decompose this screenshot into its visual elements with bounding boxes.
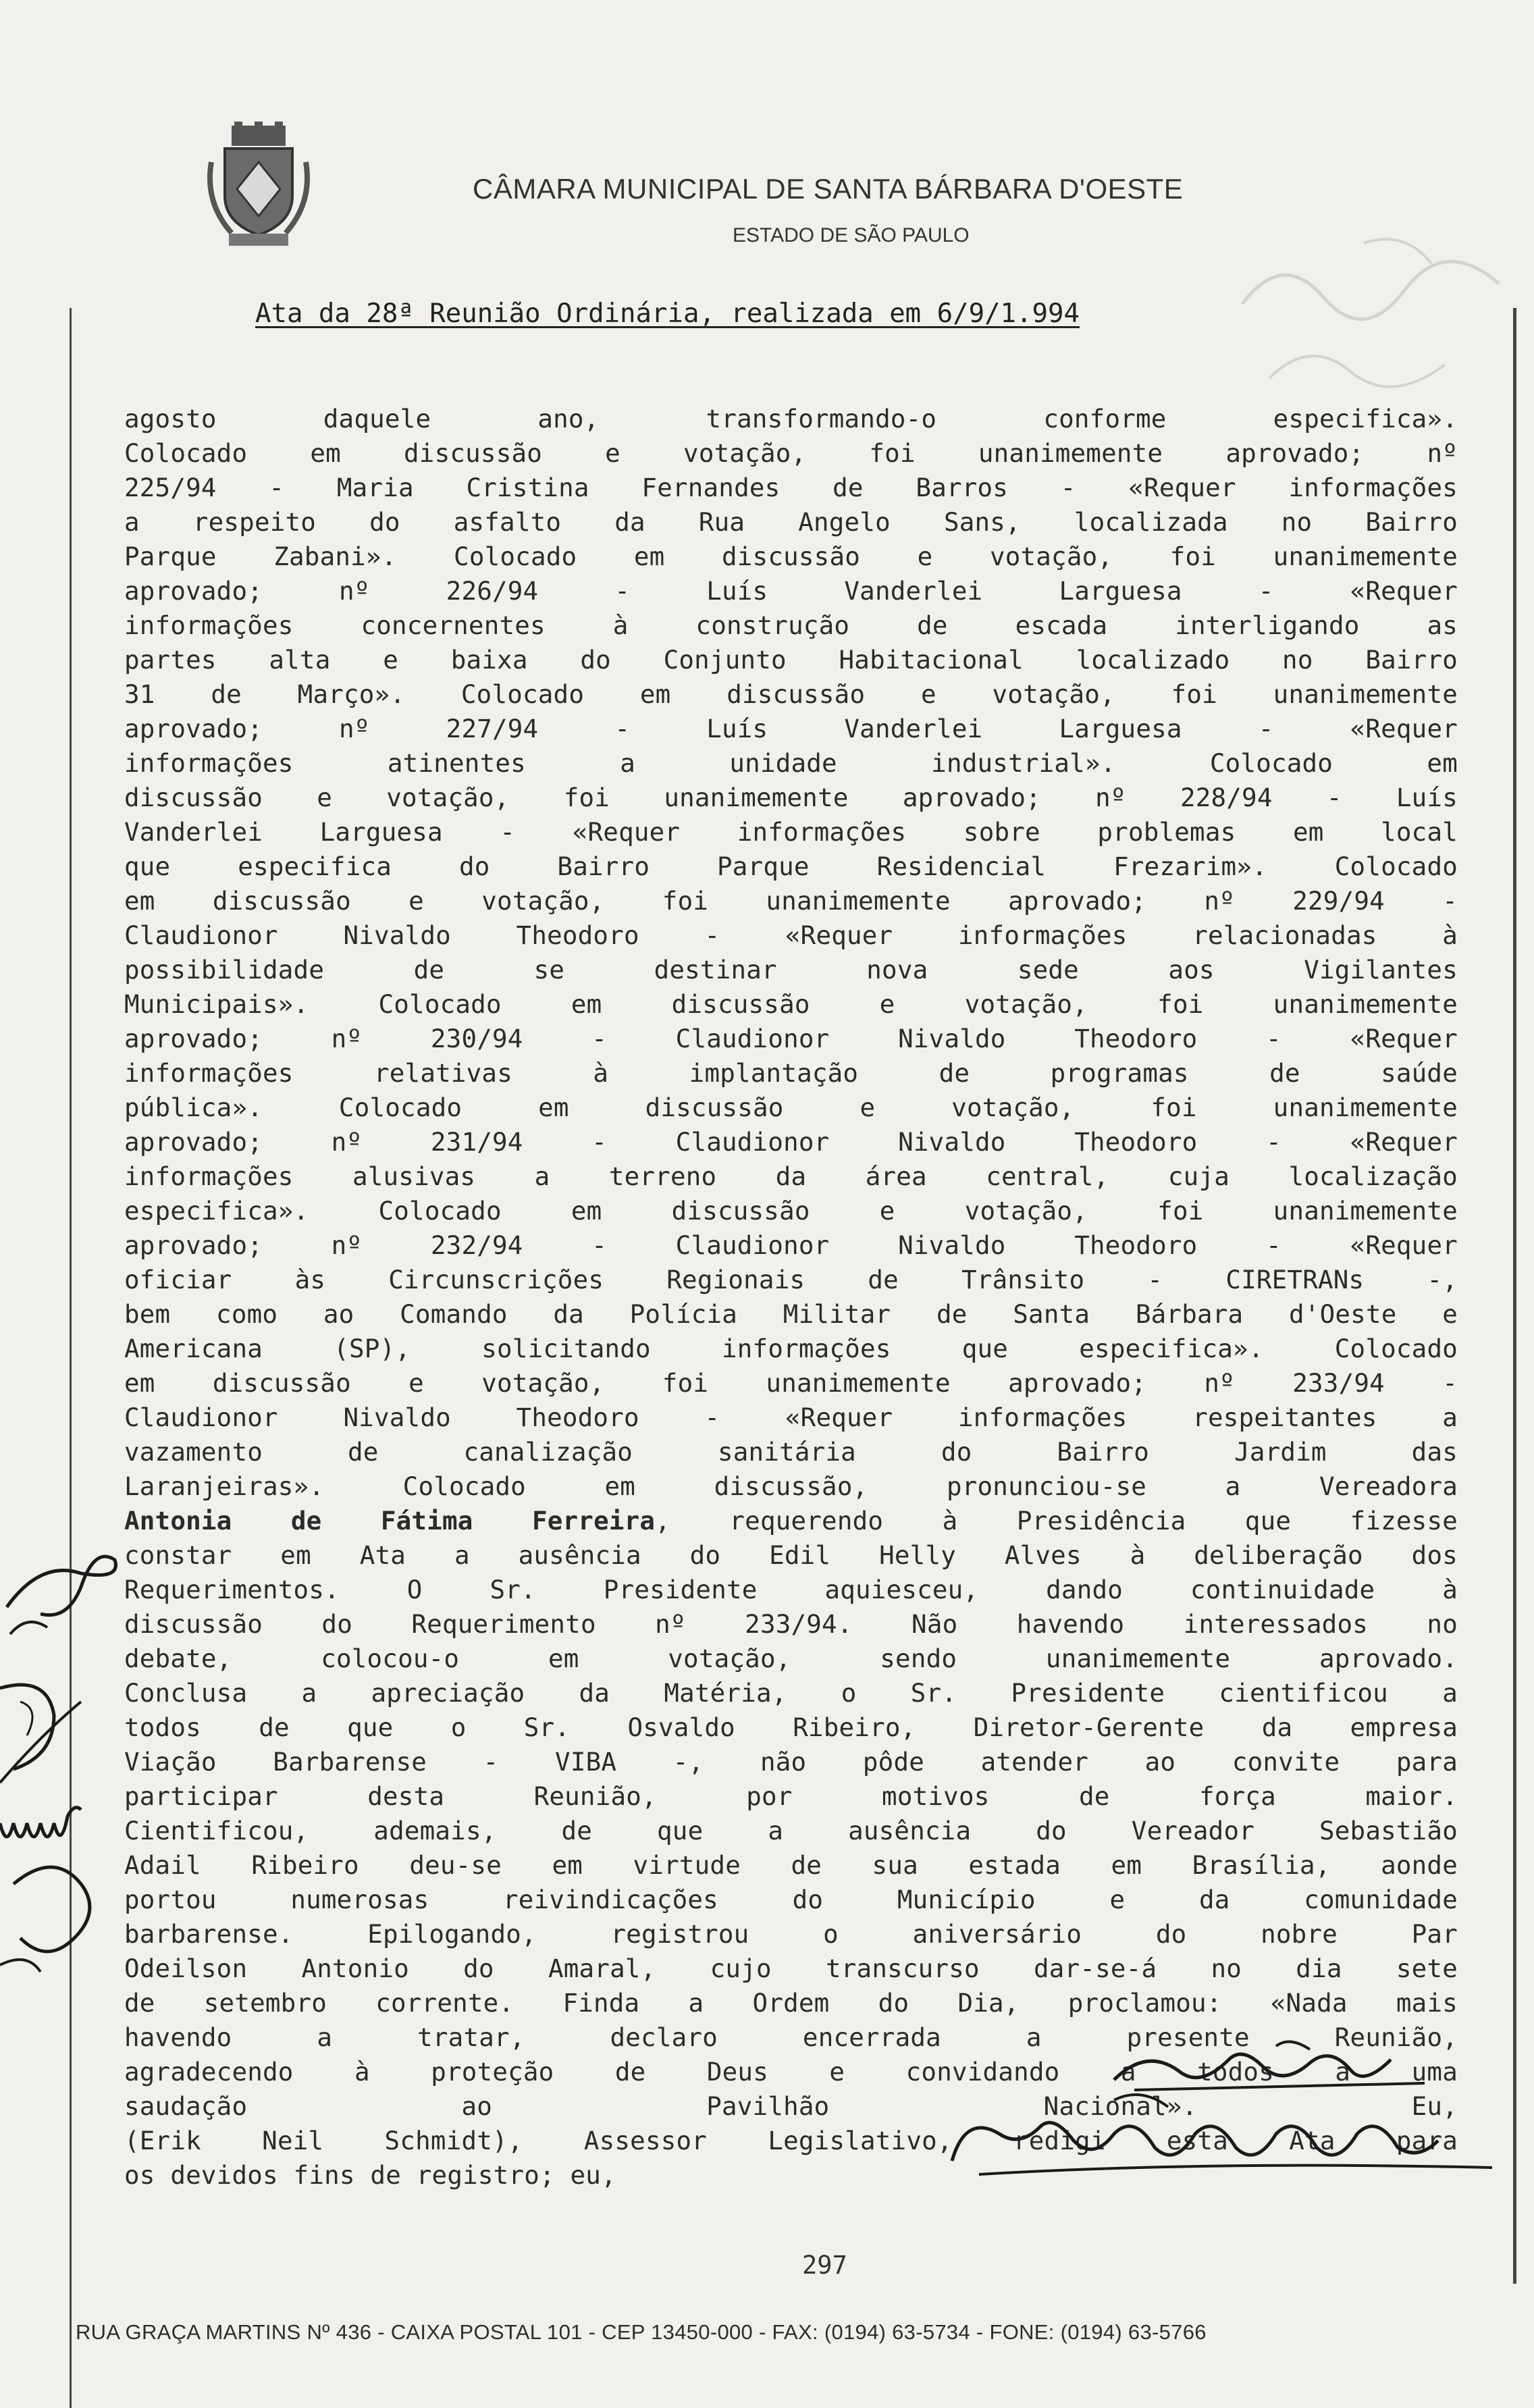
minutes-line: informações relativas à implantação de programas de saúde (124, 1058, 1458, 1088)
minutes-line: debate, colocou-o em votação, sendo unanimemente aprovado. (124, 1644, 1458, 1673)
minutes-line: Americana (SP), solicitando informações que especifica». Colocado (124, 1334, 1458, 1363)
minutes-line: especifica». Colocado em discussão e votação, foi unanimemente (124, 1196, 1458, 1226)
minutes-line: Colocado em discussão e votação, foi unanimemente aprovado; nº (124, 438, 1458, 468)
minutes-line: barbarense. Epilogando, registrou o aniversário do nobre Par (124, 1919, 1458, 1949)
minutes-line: Laranjeiras». Colocado em discussão, pronunciou-se a Vereadora (124, 1471, 1458, 1501)
minutes-line: Conclusa a apreciação da Matéria, o Sr. Presidente cientificou a (124, 1678, 1458, 1708)
minutes-line: em discussão e votação, foi unanimemente aprovado; nº 233/94 - (124, 1368, 1458, 1398)
minutes-line: portou numerosas reivindicações do Município e da comunidade (124, 1885, 1458, 1914)
minutes-line-rest: , requerendo à Presidência que fizesse (655, 1506, 1458, 1536)
bleed-through-signatures (1229, 223, 1512, 412)
minutes-line: em discussão e votação, foi unanimemente aprovado; nº 229/94 - (124, 886, 1458, 916)
minutes-line: discussão do Requerimento nº 233/94. Não havendo interessados no (124, 1609, 1458, 1639)
minutes-line: saudação ao Pavilhão Nacional». Eu, (124, 2091, 1458, 2121)
minutes-line: aprovado; nº 231/94 - Claudionor Nivaldo Theodoro - «Requer (124, 1127, 1458, 1157)
minutes-line: informações concernentes à construção de escada interligando as (124, 610, 1458, 640)
minutes-line: (Erik Neil Schmidt), Assessor Legislativo, redigi esta Ata para (124, 2126, 1458, 2155)
minutes-line: constar em Ata a ausência do Edil Helly Alves à deliberação dos (124, 1540, 1458, 1570)
minutes-line: Claudionor Nivaldo Theodoro - «Requer informações relacionadas à (124, 920, 1458, 950)
minutes-line: agosto daquele ano, transformando-o conforme especifica». (124, 404, 1458, 434)
footer-address: RUA GRAÇA MARTINS Nº 436 - CAIXA POSTAL 101 - CEP 13450-000 - FAX: (0194) 63-5734 - FONE: (0194) 63-5766 (76, 2320, 1207, 2344)
minutes-line: aprovado; nº 227/94 - Luís Vanderlei Larguesa - «Requer (124, 714, 1458, 743)
minutes-line: aprovado; nº 230/94 - Claudionor Nivaldo Theodoro - «Requer (124, 1024, 1458, 1053)
minutes-line: bem como ao Comando da Polícia Militar de Santa Bárbara d'Oeste e (124, 1299, 1458, 1329)
minutes-line: possibilidade de se destinar nova sede aos Vigilantes (124, 955, 1458, 985)
minutes-line: informações alusivas a terreno da área central, cuja localização (124, 1161, 1458, 1191)
minutes-line: Claudionor Nivaldo Theodoro - «Requer informações respeitantes a (124, 1403, 1458, 1432)
minutes-line: Municipais». Colocado em discussão e votação, foi unanimemente (124, 989, 1458, 1019)
minutes-line: discussão e votação, foi unanimemente aprovado; nº 228/94 - Luís (124, 783, 1458, 812)
minutes-line: a respeito do asfalto da Rua Angelo Sans, localizada no Bairro (124, 507, 1458, 537)
minutes-line: informações atinentes a unidade industrial». Colocado em (124, 748, 1458, 778)
minutes-line: aprovado; nº 226/94 - Luís Vanderlei Larguesa - «Requer (124, 576, 1458, 606)
minutes-line: Adail Ribeiro deu-se em virtude de sua estada em Brasília, aonde (124, 1850, 1458, 1880)
minutes-line: partes alta e baixa do Conjunto Habitacional localizado no Bairro (124, 645, 1458, 675)
page-number: 297 (802, 2251, 847, 2280)
municipal-coat-of-arms-icon (205, 122, 313, 250)
minutes-line: Requerimentos. O Sr. Presidente aquiesceu, dando continuidade à (124, 1575, 1458, 1604)
document-title: Ata da 28ª Reunião Ordinária, realizada em 6/9/1.994 (255, 298, 1080, 329)
minutes-line: agradecendo à proteção de Deus e convidando a todos a uma (124, 2057, 1458, 2087)
minutes-line: participar desta Reunião, por motivos de força maior. (124, 1781, 1458, 1811)
minutes-line: 225/94 - Maria Cristina Fernandes de Barros - «Requer informações (124, 473, 1458, 502)
minutes-line: Viação Barbarense - VIBA -, não pôde atender ao convite para (124, 1747, 1458, 1777)
minutes-body (124, 402, 1458, 2193)
minutes-line: pública». Colocado em discussão e votação, foi unanimemente (124, 1093, 1458, 1122)
minutes-line: os devidos fins de registro; eu, (124, 2160, 616, 2190)
minutes-line: todos de que o Sr. Osvaldo Ribeiro, Diretor-Gerente da empresa (124, 1712, 1458, 1742)
page-frame-left (70, 308, 72, 2408)
minutes-line: Odeilson Antonio do Amaral, cujo transcurso dar-se-á no dia sete (124, 1954, 1458, 1983)
minutes-line: de setembro corrente. Finda a Ordem do Dia, proclamou: «Nada mais (124, 1988, 1458, 2018)
minutes-line: Vanderlei Larguesa - «Requer informações sobre problemas em local (124, 817, 1458, 847)
councilwoman-name: Antonia de Fátima Ferreira (124, 1506, 656, 1536)
minutes-line: aprovado; nº 232/94 - Claudionor Nivaldo Theodoro - «Requer (124, 1230, 1458, 1260)
minutes-line: havendo a tratar, declaro encerrada a presente Reunião, (124, 2022, 1458, 2052)
minutes-line: Parque Zabani». Colocado em discussão e votação, foi unanimemente (124, 542, 1458, 571)
institution-state: ESTADO DE SÃO PAULO (733, 224, 970, 246)
page-frame-right (1513, 308, 1516, 2284)
minutes-line: Cientificou, ademais, de que a ausência do Vereador Sebastião (124, 1816, 1458, 1846)
minutes-line: vazamento de canalização sanitária do Bairro Jardim das (124, 1437, 1458, 1467)
minutes-line: que especifica do Bairro Parque Residencial Frezarim». Colocado (124, 852, 1458, 881)
signature-secretary (938, 2087, 1506, 2188)
minutes-line (124, 1504, 1458, 1538)
minutes-line: oficiar às Circunscrições Regionais de Trânsito - CIRETRANs -, (124, 1265, 1458, 1294)
margin-signatures (0, 1533, 142, 2046)
institution-name: CÂMARA MUNICIPAL DE SANTA BÁRBARA D'OESTE (473, 173, 1184, 205)
minutes-line: 31 de Março». Colocado em discussão e votação, foi unanimemente (124, 679, 1458, 709)
